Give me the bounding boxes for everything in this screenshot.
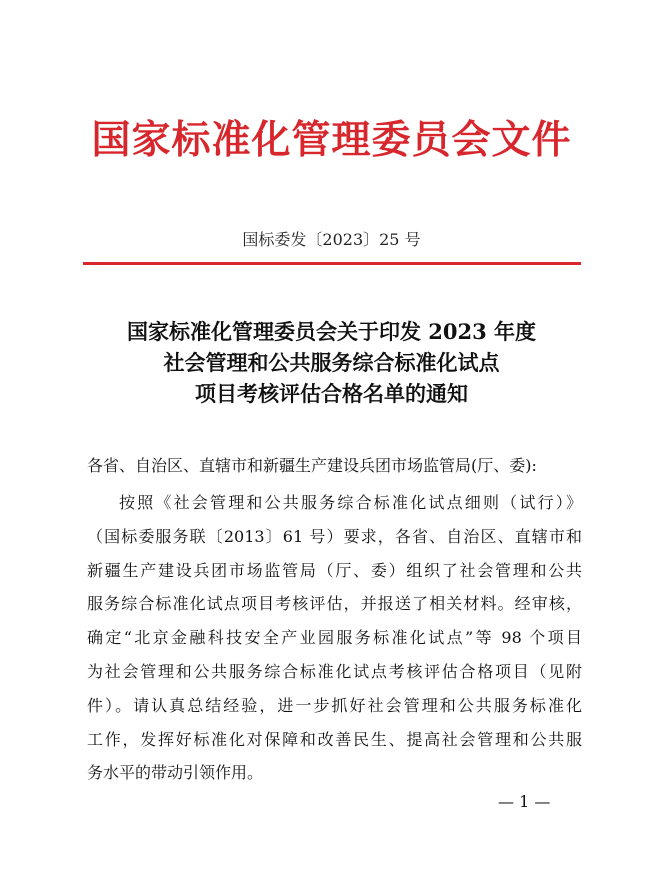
notice-title-line: 社会管理和公共服务综合标准化试点 (163, 350, 500, 375)
notice-title-line: 国家标准化管理委员会关于印发 2023 年度 (126, 319, 537, 344)
body-line: （国标委服务联〔2013〕61 号）要求，各省、自治区、直辖市和 (87, 526, 582, 546)
document-number: 国标委发〔2023〕25 号 (242, 230, 421, 249)
issuing-agency-title: 国家标准化管理委员会文件 (91, 117, 572, 163)
body-line: 确定“北京金融科技安全产业园服务标准化试点”等 98 个项目 (87, 628, 582, 648)
body-line: 服务综合标准化试点项目考核评估，并报送了相关材料。经审核， (87, 594, 582, 614)
page-number: — 1 — (498, 792, 551, 811)
red-divider-line (83, 262, 581, 265)
salutation: 各省、自治区、直辖市和新疆生产建设兵团市场监管局(厅、委): (87, 456, 537, 475)
body-line: 新疆生产建设兵团市场监管局（厅、委）组织了社会管理和公共 (87, 560, 582, 580)
body-line: 务水平的带动引领作用。 (87, 763, 264, 783)
body-line: 为社会管理和公共服务综合标准化试点考核评估合格项目（见附 (87, 661, 582, 681)
body-line: 工作，发挥好标准化对保障和改善民生、提高社会管理和公共服 (87, 729, 582, 749)
notice-body (87, 486, 582, 790)
body-line: 件）。请认真总结经验，进一步抓好社会管理和公共服务标准化 (87, 695, 582, 715)
body-line: 按照《社会管理和公共服务综合标准化试点细则（试行）》 (119, 493, 582, 512)
notice-title (0, 316, 663, 409)
notice-title-line: 项目考核评估合格名单的通知 (195, 381, 468, 406)
